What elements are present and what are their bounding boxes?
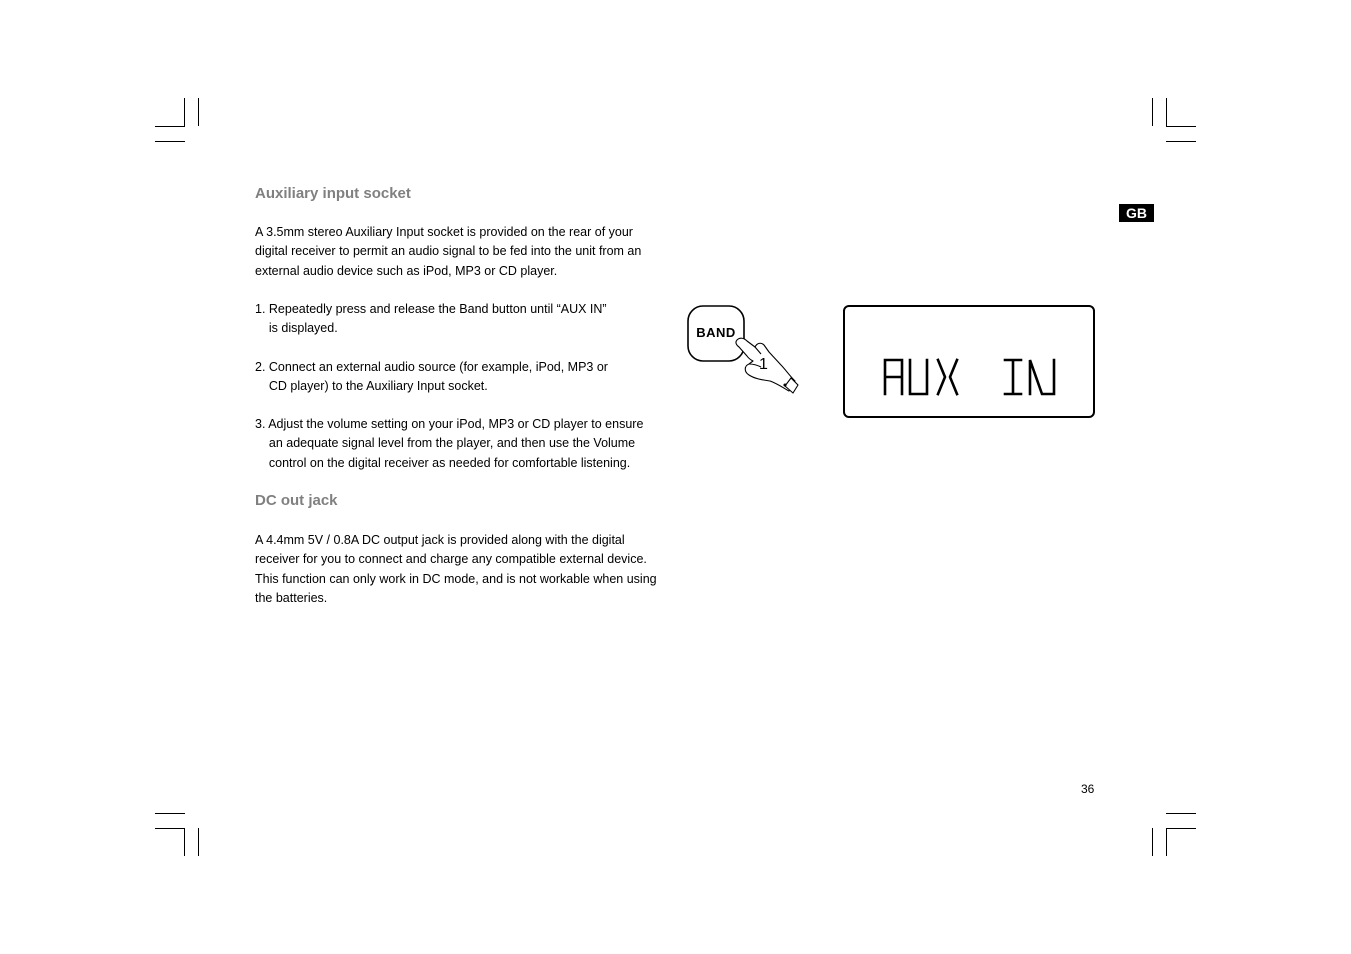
crop-mark	[1166, 828, 1167, 856]
crop-mark	[198, 828, 199, 856]
section-heading-aux-input: Auxiliary input socket	[255, 185, 411, 202]
crop-mark	[155, 141, 185, 142]
crop-mark	[184, 828, 185, 856]
lcd-display	[843, 305, 1095, 418]
crop-mark	[1152, 98, 1153, 126]
language-tag: GB	[1119, 204, 1154, 222]
section-heading-dc-out: DC out jack	[255, 492, 338, 509]
crop-mark	[184, 98, 185, 126]
step-3: 3. Adjust the volume setting on your iPod, MP3 or CD player to ensure an adequate signal level from the player, and then use the Volume control on the digital receiver as needed for comfortable listening.	[255, 417, 644, 470]
crop-mark	[155, 828, 185, 829]
crop-mark	[1166, 828, 1196, 829]
crop-mark	[1166, 98, 1167, 126]
page-number: 36	[1081, 782, 1095, 796]
crop-mark	[155, 813, 185, 814]
step-2: 2. Connect an external audio source (for example, iPod, MP3 or CD player) to the Auxiliary Input socket.	[255, 360, 608, 394]
crop-mark	[1166, 126, 1196, 127]
band-button-label: BAND	[696, 325, 736, 340]
aux-intro-paragraph: A 3.5mm stereo Auxiliary Input socket is provided on the rear of your digital receiver to permit an audio signal to be fed into the unit from an external audio device such as iPod, MP3 or CD player.	[255, 225, 642, 278]
crop-mark	[1152, 828, 1153, 856]
band-button-illustration	[685, 303, 805, 398]
dc-out-paragraph: A 4.4mm 5V / 0.8A DC output jack is provided along with the digital receiver for you to connect and charge any compatible external device. This function can only work in DC mode, and is not workable when using the batteries.	[255, 533, 657, 605]
lcd-segment-text	[845, 307, 1093, 416]
crop-mark	[198, 98, 199, 126]
step-number-label: 1	[759, 356, 768, 373]
crop-mark	[155, 126, 185, 127]
step-1: 1. Repeatedly press and release the Band button until “AUX IN” is displayed.	[255, 302, 607, 336]
crop-mark	[1166, 141, 1196, 142]
crop-mark	[1166, 813, 1196, 814]
